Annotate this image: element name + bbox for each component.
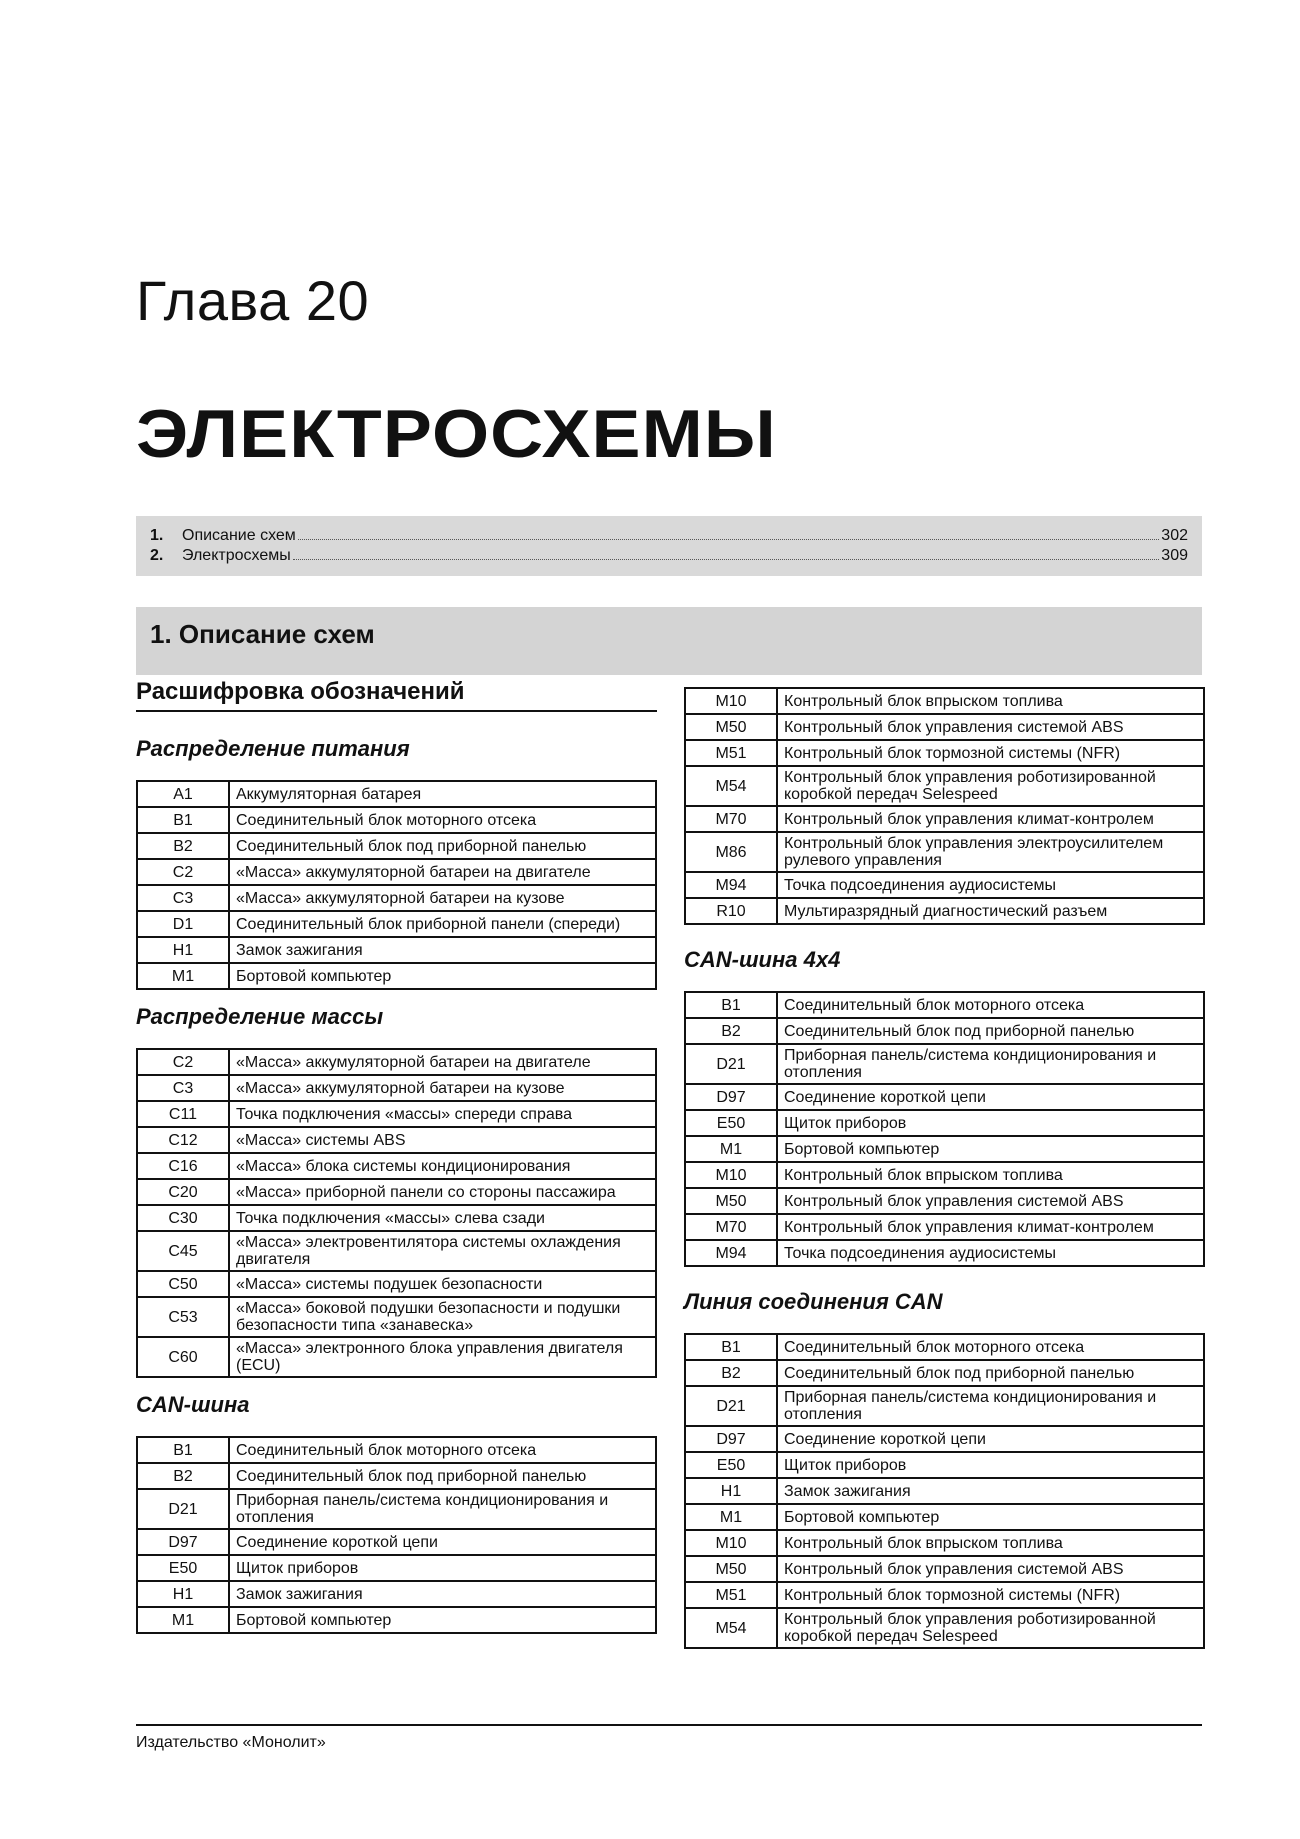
table-row bbox=[685, 832, 1204, 872]
component-code: E50 bbox=[137, 1555, 229, 1581]
component-description: Контрольный блок тормозной системы (NFR) bbox=[777, 1582, 1204, 1608]
table-row bbox=[685, 992, 1204, 1018]
component-code: C60 bbox=[137, 1337, 229, 1377]
left-legend-groups bbox=[136, 736, 657, 1634]
component-description: Контрольный блок впрыском топлива bbox=[777, 688, 1204, 714]
legend-table bbox=[136, 780, 657, 990]
component-code: C2 bbox=[137, 1049, 229, 1075]
component-description: «Масса» электровентилятора системы охлаждения двигателя bbox=[229, 1231, 656, 1271]
chapter-title: Глава 20 bbox=[136, 269, 370, 332]
component-code: B1 bbox=[685, 1334, 777, 1360]
component-code: M1 bbox=[137, 963, 229, 989]
table-row bbox=[685, 872, 1204, 898]
toc-label: Описание схем bbox=[182, 527, 296, 544]
component-code: M94 bbox=[685, 1240, 777, 1266]
toc-leader-dots bbox=[293, 558, 1160, 560]
component-code: M1 bbox=[685, 1504, 777, 1530]
group-title: Распределение питания bbox=[136, 736, 410, 761]
table-row bbox=[685, 1110, 1204, 1136]
table-row bbox=[685, 806, 1204, 832]
component-code: M10 bbox=[685, 688, 777, 714]
component-code: M1 bbox=[685, 1136, 777, 1162]
component-description: «Масса» системы подушек безопасности bbox=[229, 1271, 656, 1297]
toc-item[interactable] bbox=[150, 546, 1188, 566]
table-row bbox=[685, 1044, 1204, 1084]
component-code: H1 bbox=[137, 1581, 229, 1607]
group-title: CAN-шина bbox=[136, 1392, 250, 1417]
component-description: Соединение короткой цепи bbox=[777, 1084, 1204, 1110]
table-row bbox=[685, 688, 1204, 714]
table-row bbox=[685, 1582, 1204, 1608]
component-description: Замок зажигания bbox=[229, 937, 656, 963]
component-code: E50 bbox=[685, 1110, 777, 1136]
table-row bbox=[137, 1179, 656, 1205]
component-code: C3 bbox=[137, 885, 229, 911]
component-description: Точка подключения «массы» слева сзади bbox=[229, 1205, 656, 1231]
table-row bbox=[685, 1386, 1204, 1426]
component-code: C30 bbox=[137, 1205, 229, 1231]
component-code: C2 bbox=[137, 859, 229, 885]
component-code: H1 bbox=[137, 937, 229, 963]
table-row bbox=[137, 1529, 656, 1555]
component-description: Соединение короткой цепи bbox=[229, 1529, 656, 1555]
table-row bbox=[137, 833, 656, 859]
component-description: «Масса» блока системы кондиционирования bbox=[229, 1153, 656, 1179]
toc-item[interactable] bbox=[150, 526, 1188, 546]
table-row bbox=[685, 1504, 1204, 1530]
table-row bbox=[685, 1478, 1204, 1504]
table-row bbox=[137, 963, 656, 989]
table-row bbox=[137, 1049, 656, 1075]
component-description: Контрольный блок управления электроусилителем рулевого управления bbox=[777, 832, 1204, 872]
left-column bbox=[136, 678, 657, 1634]
component-code: M50 bbox=[685, 1188, 777, 1214]
component-description: Контрольный блок управления системой ABS bbox=[777, 714, 1204, 740]
toc-number: 1. bbox=[150, 527, 164, 544]
component-description: Соединительный блок приборной панели (спереди) bbox=[229, 911, 656, 937]
table-row bbox=[137, 1205, 656, 1231]
component-description: Соединительный блок моторного отсека bbox=[229, 807, 656, 833]
table-row bbox=[685, 1214, 1204, 1240]
component-description: Соединительный блок под приборной панелью bbox=[229, 833, 656, 859]
component-code: C50 bbox=[137, 1271, 229, 1297]
component-code: B1 bbox=[137, 807, 229, 833]
component-code: C11 bbox=[137, 1101, 229, 1127]
component-code: B2 bbox=[685, 1360, 777, 1386]
component-code: A1 bbox=[137, 781, 229, 807]
toc-leader-dots bbox=[298, 538, 1160, 540]
table-row bbox=[685, 1608, 1204, 1648]
component-code: B2 bbox=[685, 1018, 777, 1044]
component-description: Контрольный блок впрыском топлива bbox=[777, 1530, 1204, 1556]
component-code: M70 bbox=[685, 806, 777, 832]
component-description: Соединительный блок моторного отсека bbox=[777, 992, 1204, 1018]
component-description: Точка подключения «массы» спереди справа bbox=[229, 1101, 656, 1127]
component-description: Щиток приборов bbox=[777, 1452, 1204, 1478]
table-row bbox=[685, 1136, 1204, 1162]
component-code: M51 bbox=[685, 740, 777, 766]
right-column bbox=[684, 687, 1205, 1649]
component-description: Соединительный блок моторного отсека bbox=[777, 1334, 1204, 1360]
component-description: Контрольный блок управления роботизированной коробкой передач Selespeed bbox=[777, 1608, 1204, 1648]
table-row bbox=[685, 1188, 1204, 1214]
component-code: E50 bbox=[685, 1452, 777, 1478]
component-description: «Масса» аккумуляторной батареи на двигателе bbox=[229, 859, 656, 885]
table-row bbox=[137, 1231, 656, 1271]
component-code: D21 bbox=[685, 1386, 777, 1426]
legend-table bbox=[684, 991, 1205, 1267]
component-description: «Масса» системы ABS bbox=[229, 1127, 656, 1153]
footer-rule bbox=[136, 1724, 1202, 1726]
component-description: Бортовой компьютер bbox=[229, 1607, 656, 1633]
table-row bbox=[685, 1162, 1204, 1188]
component-description: Мультиразрядный диагностический разъем bbox=[777, 898, 1204, 924]
table-row bbox=[137, 859, 656, 885]
table-row bbox=[137, 1127, 656, 1153]
component-code: M54 bbox=[685, 766, 777, 806]
table-row bbox=[137, 1271, 656, 1297]
component-description: Замок зажигания bbox=[229, 1581, 656, 1607]
table-row bbox=[137, 911, 656, 937]
component-code: M51 bbox=[685, 1582, 777, 1608]
component-description: Контрольный блок управления роботизированной коробкой передач Selespeed bbox=[777, 766, 1204, 806]
right-legend-groups bbox=[684, 687, 1205, 1649]
component-code: M70 bbox=[685, 1214, 777, 1240]
component-description: Соединительный блок под приборной панелью bbox=[777, 1018, 1204, 1044]
table-row bbox=[137, 1297, 656, 1337]
component-description: Соединительный блок моторного отсека bbox=[229, 1437, 656, 1463]
component-description: Контрольный блок управления климат-контролем bbox=[777, 1214, 1204, 1240]
component-code: D97 bbox=[685, 1084, 777, 1110]
component-description: Точка подсоединения аудиосистемы bbox=[777, 1240, 1204, 1266]
component-description: Контрольный блок управления системой ABS bbox=[777, 1188, 1204, 1214]
table-row bbox=[137, 1153, 656, 1179]
table-row bbox=[685, 1084, 1204, 1110]
table-row bbox=[137, 807, 656, 833]
group-title: Линия соединения CAN bbox=[684, 1289, 943, 1314]
component-description: Контрольный блок управления климат-контролем bbox=[777, 806, 1204, 832]
component-code: D21 bbox=[137, 1489, 229, 1529]
legend-table bbox=[136, 1048, 657, 1378]
table-row bbox=[685, 1530, 1204, 1556]
component-code: C16 bbox=[137, 1153, 229, 1179]
component-description: «Масса» электронного блока управления двигателя (ECU) bbox=[229, 1337, 656, 1377]
component-description: «Масса» боковой подушки безопасности и подушки безопасности типа «занавеска» bbox=[229, 1297, 656, 1337]
component-code: B2 bbox=[137, 1463, 229, 1489]
toc-label: Электросхемы bbox=[182, 547, 291, 564]
table-row bbox=[137, 1489, 656, 1529]
table-row bbox=[685, 1360, 1204, 1386]
component-code: R10 bbox=[685, 898, 777, 924]
component-description: Бортовой компьютер bbox=[777, 1136, 1204, 1162]
table-row bbox=[685, 714, 1204, 740]
component-code: B1 bbox=[137, 1437, 229, 1463]
table-row bbox=[685, 1240, 1204, 1266]
table-row bbox=[137, 1337, 656, 1377]
legend-table bbox=[136, 1436, 657, 1634]
component-code: M50 bbox=[685, 1556, 777, 1582]
component-description: Соединительный блок под приборной панелью bbox=[777, 1360, 1204, 1386]
table-row bbox=[137, 1437, 656, 1463]
component-description: Приборная панель/система кондиционирования и отопления bbox=[777, 1386, 1204, 1426]
component-description: «Масса» аккумуляторной батареи на двигателе bbox=[229, 1049, 656, 1075]
table-row bbox=[137, 1555, 656, 1581]
table-row bbox=[137, 1463, 656, 1489]
toc-number: 2. bbox=[150, 547, 164, 564]
component-code: B2 bbox=[137, 833, 229, 859]
table-row bbox=[685, 1018, 1204, 1044]
component-description: Контрольный блок впрыском топлива bbox=[777, 1162, 1204, 1188]
component-code: M10 bbox=[685, 1162, 777, 1188]
table-row bbox=[137, 885, 656, 911]
section-heading: 1. Описание схем bbox=[136, 607, 1202, 675]
component-description: Приборная панель/система кондиционирования и отопления bbox=[777, 1044, 1204, 1084]
component-code: M54 bbox=[685, 1608, 777, 1648]
component-code: M50 bbox=[685, 714, 777, 740]
table-row bbox=[685, 1556, 1204, 1582]
component-description: Соединение короткой цепи bbox=[777, 1426, 1204, 1452]
component-description: Щиток приборов bbox=[777, 1110, 1204, 1136]
component-description: Бортовой компьютер bbox=[229, 963, 656, 989]
table-row bbox=[137, 1075, 656, 1101]
component-description: «Масса» аккумуляторной батареи на кузове bbox=[229, 1075, 656, 1101]
component-code: M86 bbox=[685, 832, 777, 872]
component-description: «Масса» аккумуляторной батареи на кузове bbox=[229, 885, 656, 911]
component-description: Соединительный блок под приборной панелью bbox=[229, 1463, 656, 1489]
component-description: «Масса» приборной панели со стороны пассажира bbox=[229, 1179, 656, 1205]
component-description: Точка подсоединения аудиосистемы bbox=[777, 872, 1204, 898]
component-code: D1 bbox=[137, 911, 229, 937]
component-code: D21 bbox=[685, 1044, 777, 1084]
table-row bbox=[137, 937, 656, 963]
component-code: M1 bbox=[137, 1607, 229, 1633]
table-row bbox=[685, 766, 1204, 806]
toc-page: 302 bbox=[1161, 527, 1188, 544]
component-code: B1 bbox=[685, 992, 777, 1018]
group-title: CAN-шина 4x4 bbox=[684, 947, 841, 972]
component-description: Щиток приборов bbox=[229, 1555, 656, 1581]
component-code: C3 bbox=[137, 1075, 229, 1101]
table-row bbox=[685, 1426, 1204, 1452]
legend-table bbox=[684, 687, 1205, 925]
legend-heading: Расшифровка обозначений bbox=[136, 678, 657, 712]
component-code: M10 bbox=[685, 1530, 777, 1556]
table-row bbox=[685, 1334, 1204, 1360]
component-code: C20 bbox=[137, 1179, 229, 1205]
component-code: C53 bbox=[137, 1297, 229, 1337]
table-of-contents bbox=[136, 516, 1202, 576]
component-code: D97 bbox=[685, 1426, 777, 1452]
component-description: Бортовой компьютер bbox=[777, 1504, 1204, 1530]
component-code: C12 bbox=[137, 1127, 229, 1153]
component-code: M94 bbox=[685, 872, 777, 898]
footer-publisher: Издательство «Монолит» bbox=[136, 1734, 326, 1751]
legend-table bbox=[684, 1333, 1205, 1649]
component-description: Аккумуляторная батарея bbox=[229, 781, 656, 807]
table-row bbox=[685, 740, 1204, 766]
table-row bbox=[137, 1607, 656, 1633]
component-code: C45 bbox=[137, 1231, 229, 1271]
group-title: Распределение массы bbox=[136, 1004, 384, 1029]
toc-page: 309 bbox=[1161, 547, 1188, 564]
component-code: D97 bbox=[137, 1529, 229, 1555]
table-row bbox=[685, 1452, 1204, 1478]
component-description: Замок зажигания bbox=[777, 1478, 1204, 1504]
table-row bbox=[137, 1101, 656, 1127]
table-row bbox=[137, 781, 656, 807]
table-row bbox=[137, 1581, 656, 1607]
component-description: Контрольный блок тормозной системы (NFR) bbox=[777, 740, 1204, 766]
component-description: Контрольный блок управления системой ABS bbox=[777, 1556, 1204, 1582]
component-description: Приборная панель/система кондиционирования и отопления bbox=[229, 1489, 656, 1529]
page-title: ЭЛЕКТРОСХЕМЫ bbox=[136, 396, 777, 472]
table-row bbox=[685, 898, 1204, 924]
component-code: H1 bbox=[685, 1478, 777, 1504]
